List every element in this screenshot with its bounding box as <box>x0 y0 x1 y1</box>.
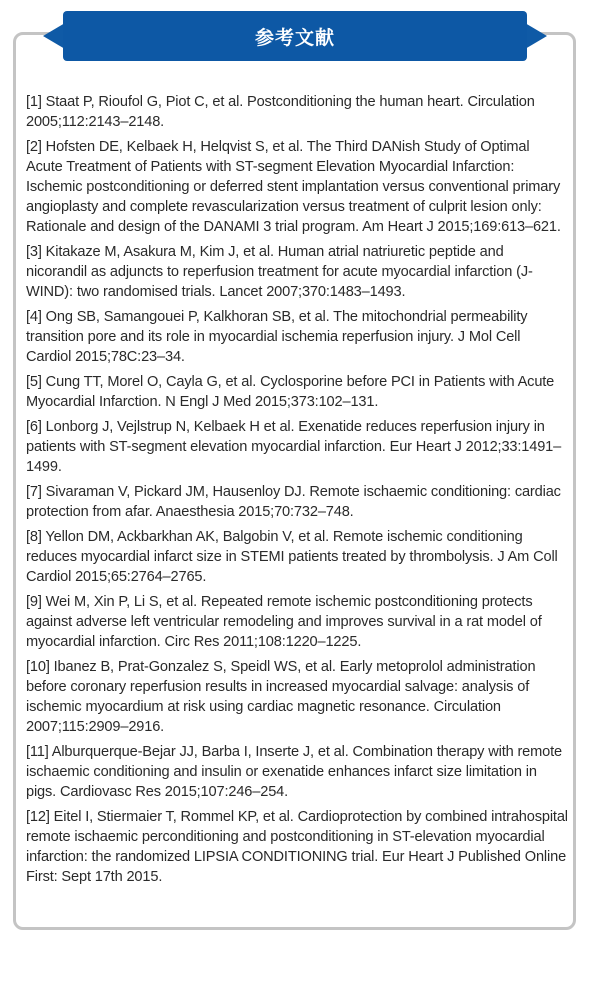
reference-item: [11] Alburquerque-Bejar JJ, Barba I, Inserte J, et al. Combination therapy with remote ischaemic conditioning and insulin or exenatide enhances infarct size limitation in pigs. Cardiovasc Res 2015;107:246–254. <box>26 744 562 800</box>
title-banner <box>43 11 547 61</box>
reference-item: [4] Ong SB, Samangouei P, Kalkhoran SB, et al. The mitochondrial permeability transition pore and its role in myocardial ischemia reperfusion injury. J Mol Cell Cardiol 2015;78C:23–34. <box>26 309 528 365</box>
reference-item: [10] Ibanez B, Prat-Gonzalez S, Speidl WS, et al. Early metoprolol administration before coronary reperfusion results in increased myocardial salvage: analysis of ischemic myocardium at risk using cardiac magnetic resonance. Circulation 2007;115:2909–2916. <box>26 659 536 735</box>
reference-item: [8] Yellon DM, Ackbarkhan AK, Balgobin V, et al. Remote ischemic conditioning reduces myocardial infarct size in STEMI patients treated by thrombolysis. J Am Coll Cardiol 2015;65:2764–2765. <box>26 529 558 585</box>
reference-item: [5] Cung TT, Morel O, Cayla G, et al. Cyclosporine before PCI in Patients with Acute Myocardial Infarction. N Engl J Med 2015;373:102–131. <box>26 374 555 410</box>
reference-item: [9] Wei M, Xin P, Li S, et al. Repeated remote ischemic postconditioning protects against adverse left ventricular remodeling and improves survival in a rat model of myocardial infarction. Circ Res 2011;108:1220–1225. <box>26 594 542 650</box>
reference-item: [6] Lonborg J, Vejlstrup N, Kelbaek H et al. Exenatide reduces reperfusion injury in patients with ST-segment elevation myocardial infarction. Eur Heart J 2012;33:1491–1499. <box>26 419 562 475</box>
reference-item: [12] Eitel I, Stiermaier T, Rommel KP, et al. Cardioprotection by combined intrahospital remote ischaemic perconditioning and postconditioning in ST-elevation myocardial infarction: the randomized LIPSIA CONDITIONING trial. Eur Heart J Published Online First: Sept 17th 2015. <box>26 809 568 885</box>
reference-item: [2] Hofsten DE, Kelbaek H, Helqvist S, et al. The Third DANish Study of Optimal Acute Treatment of Patients with ST-segment Elevation Myocardial Infarction: Ischemic postconditioning or deferred stent implantation versus conventional primary angioplasty and complete revascularization versus treatment of culprit lesion only: Rationale and design of the DANAMI 3 trial program. Am Heart J 2015;169:613–621. <box>26 139 561 235</box>
reference-list <box>26 92 568 892</box>
reference-item: [1] Staat P, Rioufol G, Piot C, et al. Postconditioning the human heart. Circulation 2005;112:2143–2148. <box>26 94 535 130</box>
section-title: 参考文献 <box>63 11 527 61</box>
banner-ribbon-right <box>525 23 547 49</box>
reference-item: [7] Sivaraman V, Pickard JM, Hausenloy DJ. Remote ischaemic conditioning: cardiac protection from afar. Anaesthesia 2015;70:732–748. <box>26 484 561 520</box>
reference-item: [3] Kitakaze M, Asakura M, Kim J, et al. Human atrial natriuretic peptide and nicorandil as adjuncts to reperfusion treatment for acute myocardial infarction (J-WIND): two randomised trials. Lancet 2007;370:1483–1493. <box>26 244 533 300</box>
banner-ribbon-left <box>43 23 65 49</box>
